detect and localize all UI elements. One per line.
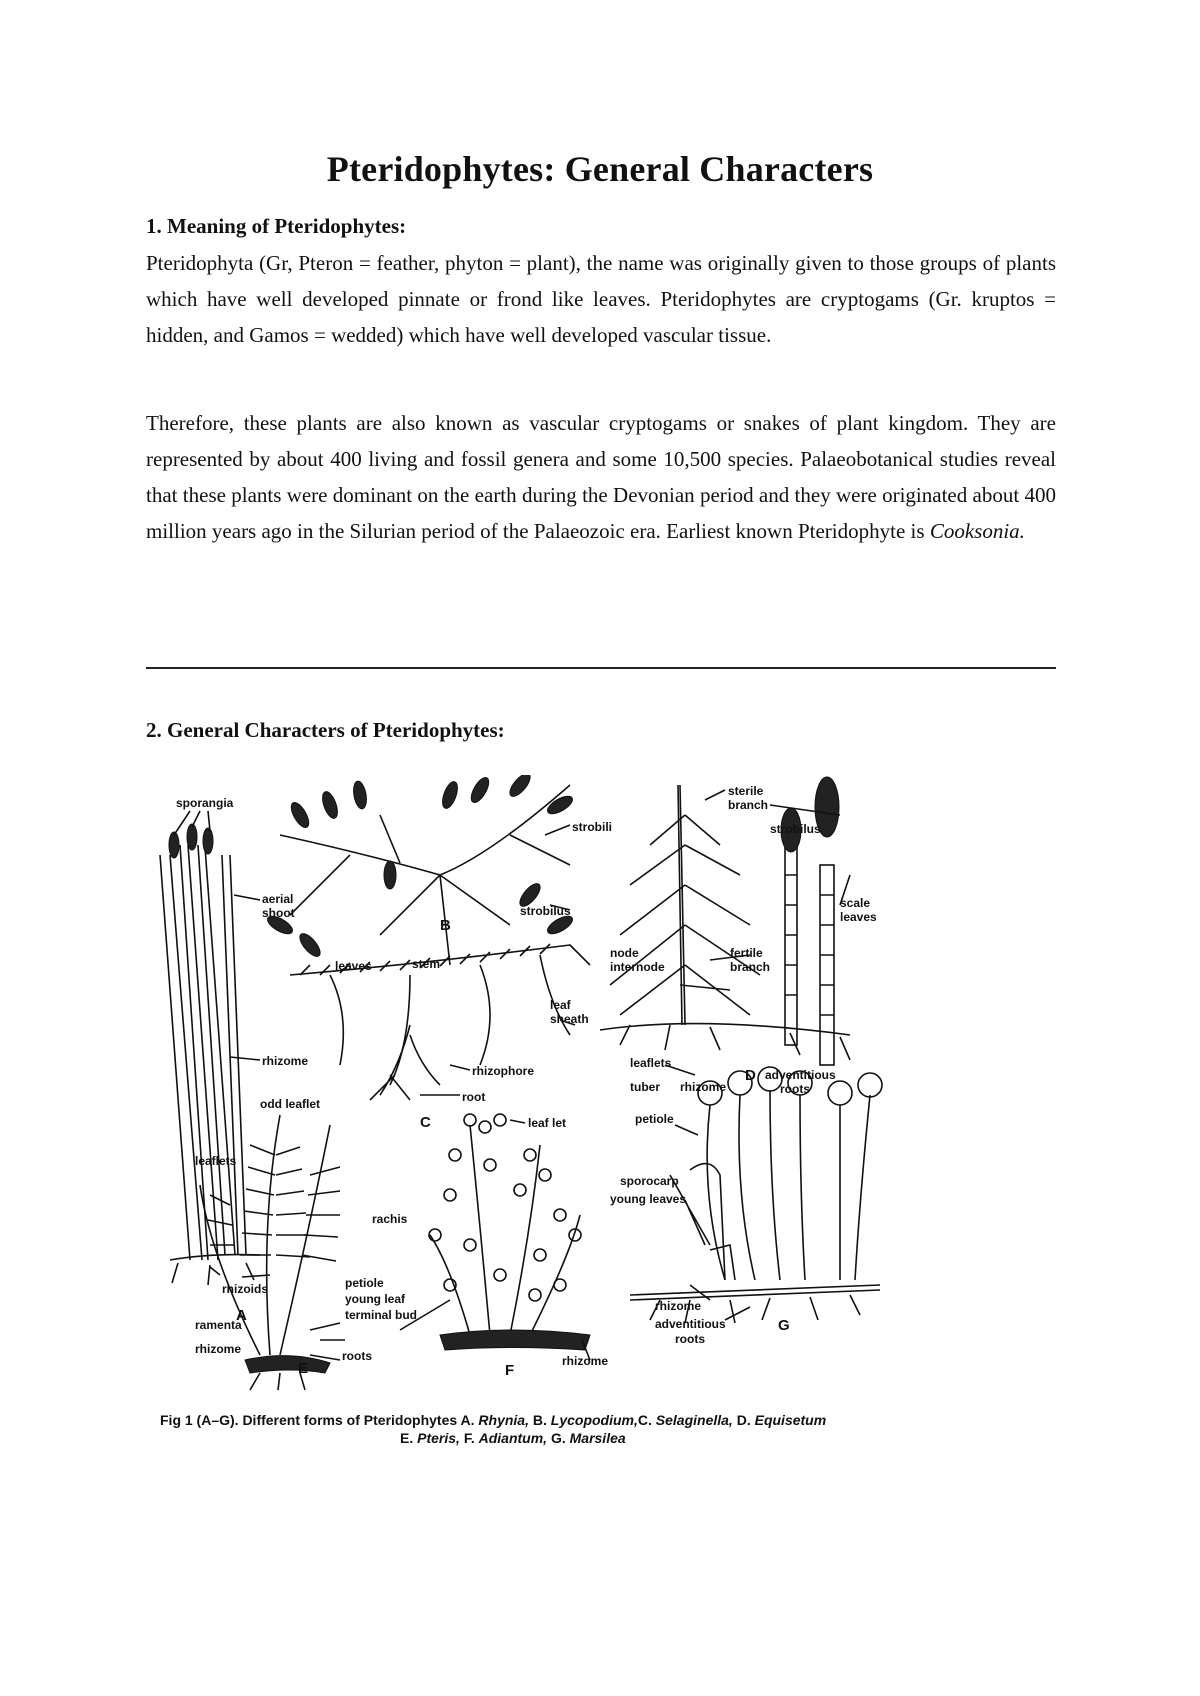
label-young-leaf: young leaf <box>345 1292 406 1306</box>
caption-c: C. <box>637 1412 656 1428</box>
cooksonia-italic: Cooksonia. <box>929 519 1025 543</box>
label-shoot: shoot <box>262 906 295 920</box>
label-leaf: leaf <box>550 998 571 1012</box>
label-rhizome-e: rhizome <box>195 1342 242 1356</box>
panel-label-c: C <box>420 1114 431 1131</box>
caption-f: F. <box>459 1430 479 1446</box>
panel-label-d: D <box>745 1067 756 1084</box>
label-ramenta: ramenta <box>195 1318 242 1332</box>
label-sheath: sheath <box>550 1012 589 1026</box>
caption-prefix: Fig 1 (A–G). Different forms of Pteridophytes A. <box>160 1412 479 1428</box>
label-rhizome-f: rhizome <box>562 1354 609 1368</box>
adiantum-illustration <box>400 1114 590 1360</box>
panel-label-b: B <box>440 917 451 934</box>
label-rhizome-g: rhizome <box>655 1299 702 1313</box>
figure-caption-line-2 <box>400 1430 626 1446</box>
label-adventitious-d: adventitious <box>765 1068 836 1082</box>
label-rhizophore: rhizophore <box>472 1064 534 1078</box>
label-leaflets-e: leaflets <box>195 1154 237 1168</box>
label-internode: internode <box>610 960 665 974</box>
equisetum-illustration <box>600 777 850 1065</box>
caption-lycopodium: Lycopodium, <box>550 1412 638 1428</box>
section-1-paragraph-1: Pteridophyta (Gr, Pteron = feather, phyton = plant), the name was originally given to those groups of plants which have well developed pinnate or frond like leaves. Pteridophytes are cryptogams (Gr. kruptos = hidden, and Gamos = wedded) which have well developed vascular tissue. <box>146 251 1056 347</box>
label-rhizoids: rhizoids <box>222 1282 269 1296</box>
label-roots-e: roots <box>342 1349 372 1363</box>
label-leaves: leaves <box>335 959 372 973</box>
panel-label-e: E <box>298 1360 309 1377</box>
pteridophyte-figure <box>150 775 1050 1545</box>
label-rachis: rachis <box>372 1212 408 1226</box>
label-strobilus-b: strobilus <box>520 904 571 918</box>
section-1-heading: 1. Meaning of Pteridophytes: <box>146 214 407 238</box>
label-sterile: sterile <box>728 784 764 798</box>
label-tuber: tuber <box>630 1080 660 1094</box>
label-roots-d: roots <box>780 1082 810 1096</box>
label-rhizome-d: rhizome <box>680 1080 727 1094</box>
label-root: root <box>462 1090 486 1104</box>
label-young-leaves: young leaves <box>610 1192 687 1206</box>
label-fertile: fertile <box>730 946 763 960</box>
label-petiole-g: petiole <box>635 1112 674 1126</box>
caption-g: G. <box>547 1430 570 1446</box>
caption-selaginella: Selaginella, <box>655 1412 733 1428</box>
panel-label-f: F <box>505 1362 515 1379</box>
label-branch-d: branch <box>728 798 769 812</box>
caption-b: B. <box>528 1412 551 1428</box>
label-rhizome-a: rhizome <box>262 1054 309 1068</box>
label-branch-d2: branch <box>730 960 771 974</box>
panel-label-a: A <box>236 1307 247 1324</box>
label-odd-leaflet: odd leaflet <box>260 1097 321 1111</box>
lycopodium-illustration <box>265 775 575 965</box>
caption-marsilea: Marsilea <box>569 1430 626 1446</box>
figure-caption-line-1 <box>160 1412 826 1428</box>
rhynia-illustration <box>160 811 260 1285</box>
caption-rhynia: Rhynia, <box>478 1412 529 1428</box>
caption-adiantum: Adiantum, <box>478 1430 548 1446</box>
page-title: Pteridophytes: General Characters <box>326 149 874 189</box>
label-strobili: strobili <box>572 820 613 834</box>
horizontal-rule <box>146 667 1056 669</box>
caption-d: D. <box>732 1412 755 1428</box>
section-1-paragraph-2 <box>146 405 1056 549</box>
caption-pteris: Pteris, <box>417 1430 460 1446</box>
label-petiole-e: petiole <box>345 1276 384 1290</box>
caption-equisetum: Equisetum <box>754 1412 827 1428</box>
paragraph-2-text: Therefore, these plants are also known as vascular cryptogams or snakes of plant kingdom. They are represented by about 400 living and fossil genera and some 10,500 species. Palaeobotanical studies reveal that these plants were dominant on the earth during the Devonian period and they were originated about 400 million years ago in the Silurian period of the Palaeozoic era. Earliest known Pteridophyte is <box>146 411 1056 543</box>
label-terminal-bud: terminal bud <box>345 1308 418 1322</box>
section-2-heading: 2. General Characters of Pteridophytes: <box>146 718 505 742</box>
label-leaf-let: leaf let <box>528 1116 567 1130</box>
panel-label-g: G <box>778 1317 790 1334</box>
label-leaves-d: leaves <box>840 910 877 924</box>
label-adventitious-g: adventitious <box>655 1317 726 1331</box>
label-stem: stem <box>412 957 441 971</box>
label-aerial: aerial <box>262 892 294 906</box>
caption-e: E. <box>400 1430 418 1446</box>
label-leaflets-g: leaflets <box>630 1056 672 1070</box>
label-strobilus-d: strobilus <box>770 822 821 836</box>
label-scale: scale <box>840 896 871 910</box>
label-node: node <box>610 946 639 960</box>
label-roots-g: roots <box>675 1332 705 1346</box>
label-sporocarp: sporocarp <box>620 1174 679 1188</box>
label-sporangia: sporangia <box>176 796 234 810</box>
figure-illustration <box>150 775 1050 1545</box>
